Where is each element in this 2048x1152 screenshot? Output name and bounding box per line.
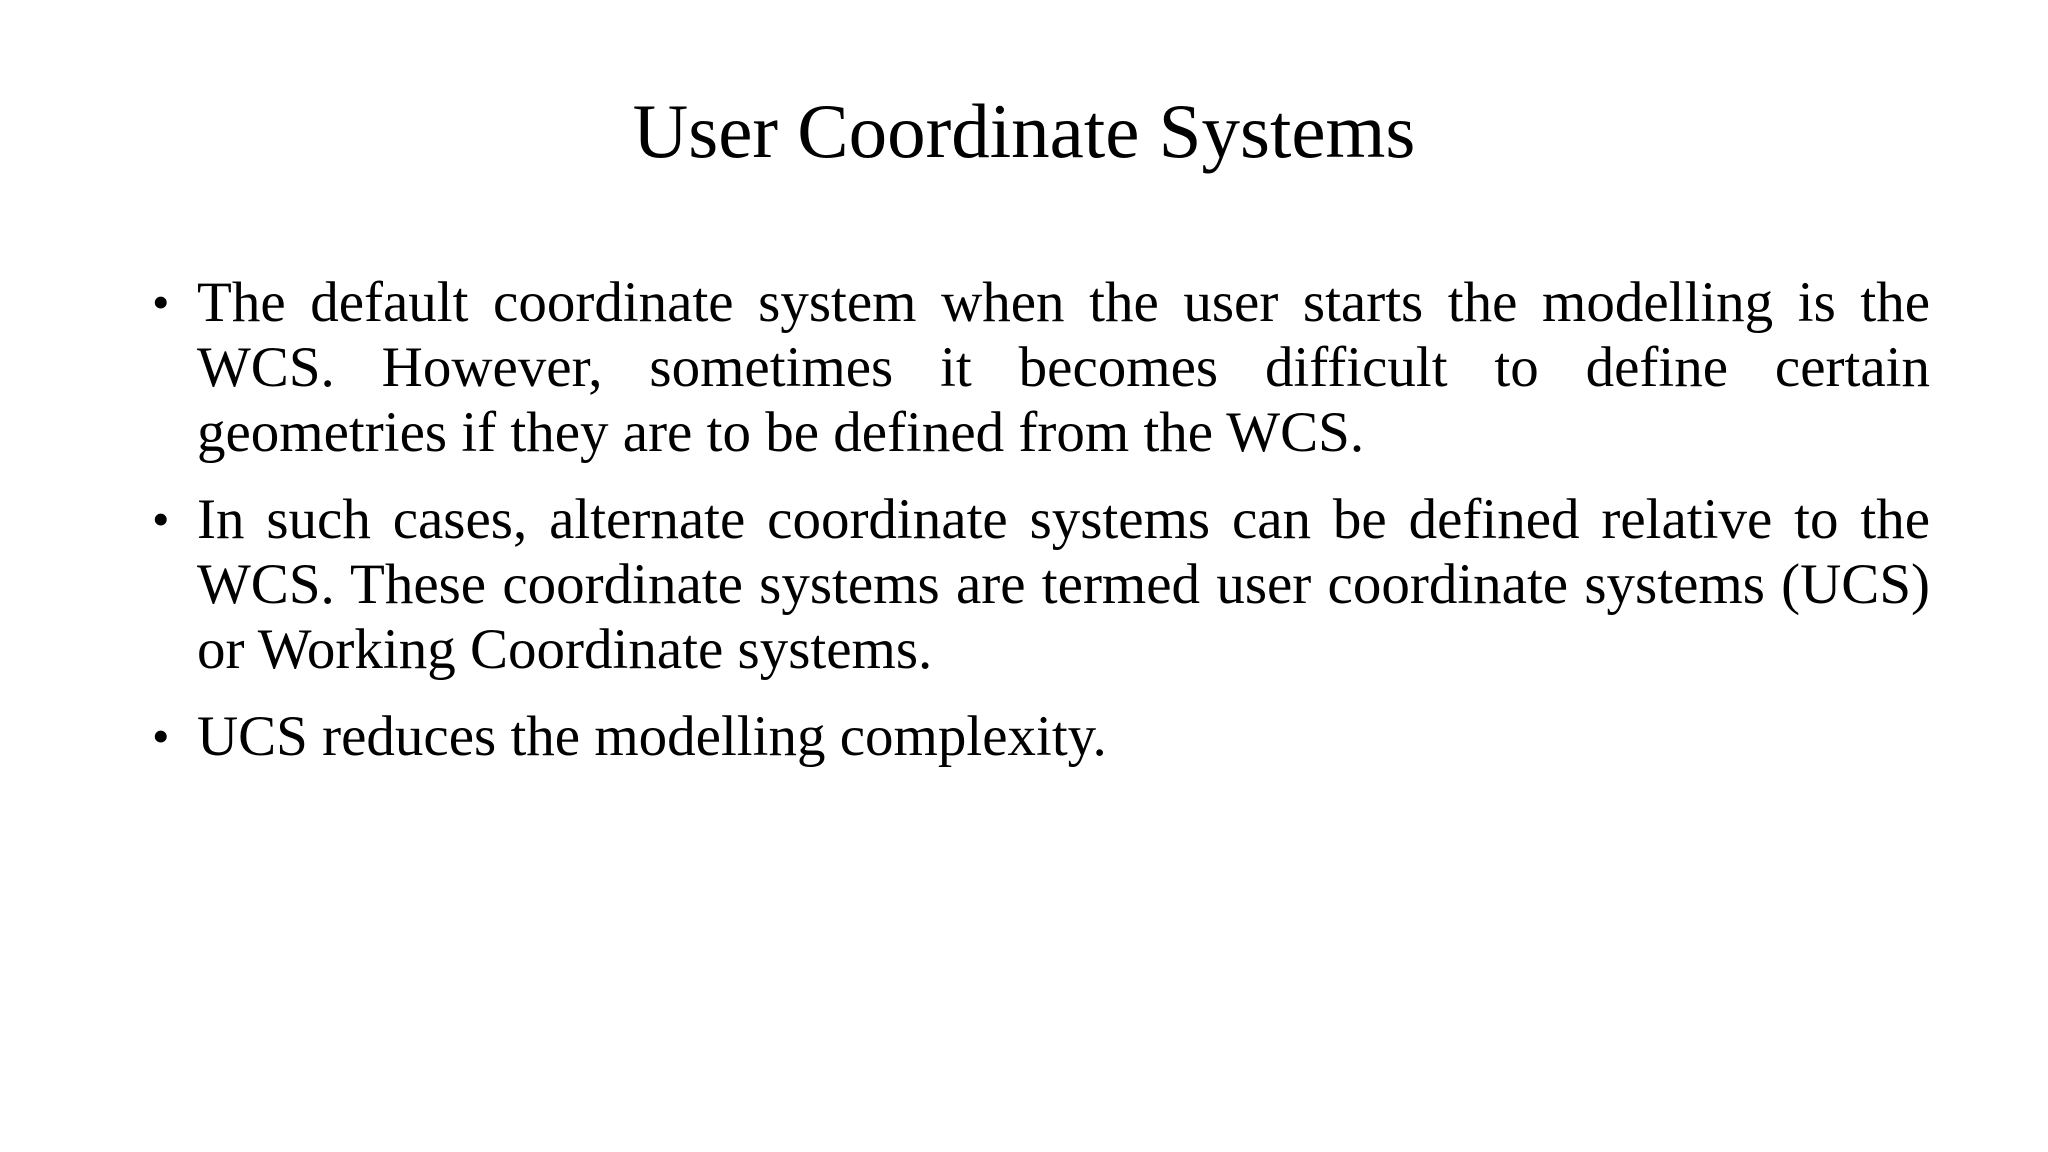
slide-title: User Coordinate Systems: [632, 88, 1416, 174]
bullet-item: [152, 704, 1930, 769]
bullet-list: [152, 270, 1930, 791]
bullet-item: [152, 487, 1930, 682]
bullet-marker: •: [152, 708, 170, 764]
bullet-item: [152, 270, 1930, 465]
bullet-text: UCS reduces the modelling complexity.: [197, 705, 1107, 768]
bullet-marker: •: [152, 274, 170, 330]
bullet-text: In such cases, alternate coordinate systems can be defined relative to the WCS. These coordinate systems are termed user coordinate systems (UCS) or Working Coordinate systems.: [197, 488, 1930, 681]
bullet-text: The default coordinate system when the user starts the modelling is the WCS. However, sometimes it becomes difficult to define certain geometries if they are to be defined from the WCS.: [197, 271, 1930, 464]
bullet-marker: •: [152, 491, 170, 547]
